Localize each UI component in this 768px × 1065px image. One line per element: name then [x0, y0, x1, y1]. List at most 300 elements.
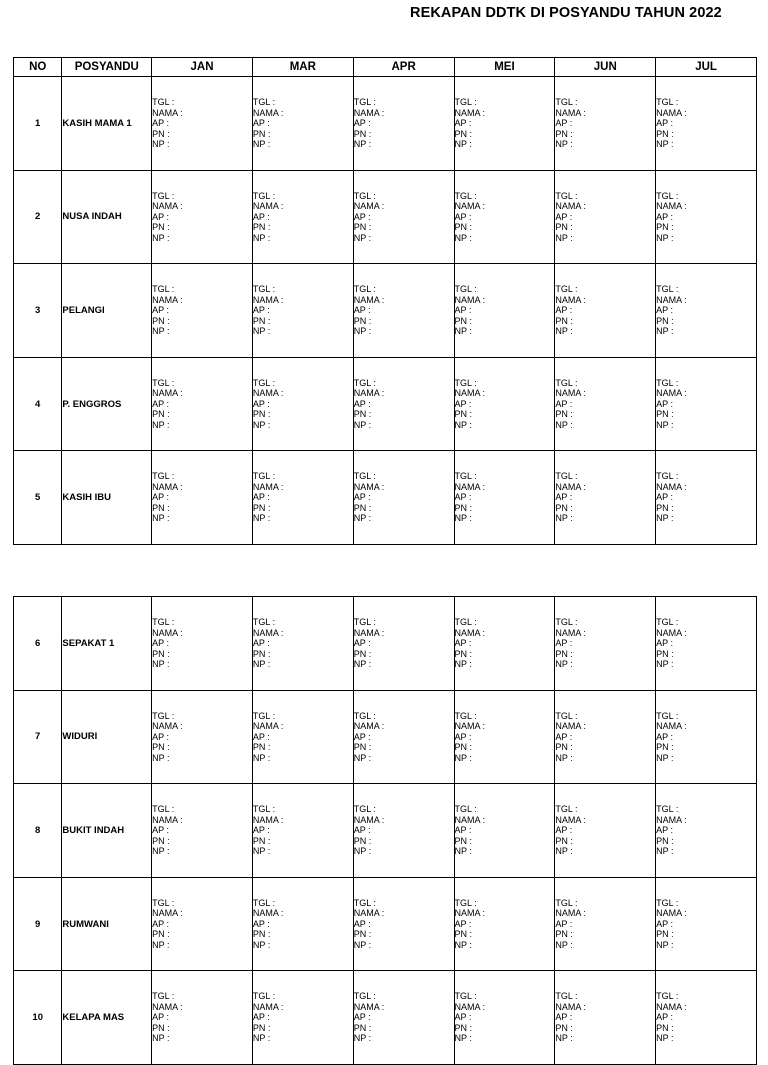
field-label: AP :	[555, 211, 573, 222]
month-cell-jun	[555, 357, 656, 451]
field-label: NP :	[555, 846, 573, 857]
field-label: PN :	[353, 835, 372, 846]
field-label: NP :	[152, 232, 170, 243]
month-cell-jun	[555, 877, 656, 971]
field-label: PN :	[252, 128, 271, 139]
field-label: PN :	[152, 648, 170, 659]
field-label: AP :	[152, 118, 169, 129]
field-label: PN :	[656, 222, 674, 233]
field-label: AP :	[353, 918, 371, 929]
month-cell-mar	[252, 357, 353, 451]
month-cell-jul	[656, 264, 757, 358]
field-label: PN :	[152, 835, 170, 846]
field-label: AP :	[454, 638, 472, 649]
field-label: AP :	[252, 305, 270, 316]
field-label: NP :	[454, 513, 472, 524]
field-label: NAMA :	[555, 1001, 586, 1012]
month-cell-mei	[454, 451, 555, 545]
field-label: PN :	[454, 409, 473, 420]
month-cell-jan	[152, 784, 253, 878]
field-label: NAMA :	[353, 201, 385, 212]
field-label: NAMA :	[656, 481, 687, 492]
field-label: NP :	[656, 326, 674, 337]
field-label: TGL :	[252, 804, 276, 815]
field-label: PN :	[454, 648, 473, 659]
field-label: NP :	[454, 419, 472, 430]
field-label: NAMA :	[656, 908, 687, 919]
field-label: AP :	[454, 305, 472, 316]
field-label: PN :	[353, 222, 372, 233]
field-label: AP :	[152, 918, 169, 929]
header-mei: MEI	[454, 58, 555, 77]
month-cell-jan	[152, 357, 253, 451]
field-label: NP :	[152, 939, 170, 950]
field-label: PN :	[656, 502, 674, 513]
recap-table-2	[13, 596, 757, 1065]
field-label: NAMA :	[454, 721, 486, 732]
field-label: AP :	[152, 825, 169, 836]
field-label: TGL :	[555, 897, 578, 908]
field-label: NP :	[656, 939, 674, 950]
field-label: NAMA :	[656, 1001, 687, 1012]
field-label: TGL :	[656, 804, 679, 815]
month-cell-jan	[152, 597, 253, 691]
field-label: TGL :	[152, 190, 175, 201]
month-cell-apr	[353, 690, 454, 784]
field-label: NAMA :	[152, 201, 183, 212]
field-label: NAMA :	[454, 388, 486, 399]
field-label: PN :	[656, 1022, 674, 1033]
field-label: NAMA :	[454, 294, 486, 305]
field-label: AP :	[656, 118, 674, 129]
field-label: NAMA :	[656, 294, 687, 305]
field-label: PN :	[252, 929, 271, 940]
header-jul: JUL	[656, 58, 757, 77]
field-label: TGL :	[656, 897, 679, 908]
field-label: NP :	[353, 846, 372, 857]
field-label: NP :	[555, 752, 573, 763]
field-label: AP :	[656, 825, 674, 836]
field-label: NP :	[454, 326, 472, 337]
field-label: AP :	[656, 211, 674, 222]
month-cell-jul	[656, 877, 757, 971]
field-label: NP :	[454, 939, 472, 950]
field-label: NP :	[152, 139, 170, 150]
posyandu-name: KASIH MAMA 1	[62, 77, 152, 171]
field-label: PN :	[252, 835, 271, 846]
table-row	[14, 77, 757, 171]
field-label: NAMA :	[555, 908, 586, 919]
field-label: PN :	[555, 835, 573, 846]
field-label: NAMA :	[252, 721, 284, 732]
month-cell-jun	[555, 971, 656, 1065]
field-label: NP :	[656, 846, 674, 857]
field-label: TGL :	[152, 97, 175, 108]
month-cell-apr	[353, 451, 454, 545]
header-posyandu: POSYANDU	[62, 58, 152, 77]
field-label: PN :	[353, 315, 372, 326]
field-label: TGL :	[656, 377, 679, 388]
field-label: NAMA :	[555, 481, 586, 492]
field-label: AP :	[152, 211, 169, 222]
field-label: NP :	[353, 939, 372, 950]
field-label: NAMA :	[656, 107, 687, 118]
field-label: NP :	[152, 1033, 170, 1044]
field-label: NP :	[252, 232, 271, 243]
field-label: NAMA :	[252, 107, 284, 118]
field-label: AP :	[555, 918, 573, 929]
field-label: AP :	[656, 731, 674, 742]
field-label: PN :	[152, 742, 170, 753]
row-number: 7	[14, 690, 62, 784]
row-number: 5	[14, 451, 62, 545]
row-number: 6	[14, 597, 62, 691]
month-cell-jul	[656, 77, 757, 171]
posyandu-name: SEPAKAT 1	[62, 597, 152, 691]
row-number: 9	[14, 877, 62, 971]
field-label: TGL :	[555, 710, 578, 721]
field-label: NAMA :	[353, 627, 385, 638]
field-label: AP :	[353, 731, 371, 742]
field-label: AP :	[152, 305, 169, 316]
header-jan: JAN	[152, 58, 253, 77]
field-label: NP :	[555, 419, 573, 430]
field-label: TGL :	[353, 617, 376, 628]
field-label: TGL :	[353, 377, 376, 388]
field-label: AP :	[353, 211, 371, 222]
month-cell-mei	[454, 357, 555, 451]
field-label: PN :	[454, 502, 473, 513]
field-label: NAMA :	[656, 388, 687, 399]
field-label: TGL :	[252, 190, 276, 201]
field-label: AP :	[252, 638, 270, 649]
field-label: PN :	[555, 1022, 573, 1033]
field-label: PN :	[656, 409, 674, 420]
month-cell-mar	[252, 784, 353, 878]
field-label: PN :	[656, 128, 674, 139]
field-label: TGL :	[454, 897, 477, 908]
month-cell-jun	[555, 597, 656, 691]
field-label: NP :	[656, 1033, 674, 1044]
page-title: REKAPAN DDTK DI POSYANDU TAHUN 2022	[410, 5, 722, 21]
field-label: AP :	[454, 118, 472, 129]
field-label: AP :	[152, 492, 169, 503]
month-cell-jun	[555, 170, 656, 264]
field-label: PN :	[353, 1022, 372, 1033]
month-cell-mei	[454, 170, 555, 264]
field-label: PN :	[252, 742, 271, 753]
field-label: AP :	[252, 492, 270, 503]
header-mar: MAR	[252, 58, 353, 77]
month-cell-mar	[252, 451, 353, 545]
field-label: NAMA :	[252, 481, 284, 492]
field-label: PN :	[353, 929, 372, 940]
month-cell-jan	[152, 77, 253, 171]
field-label: NP :	[152, 419, 170, 430]
field-label: AP :	[555, 825, 573, 836]
field-label: NAMA :	[152, 908, 183, 919]
field-label: AP :	[252, 731, 270, 742]
field-label: NP :	[353, 513, 372, 524]
field-label: AP :	[555, 398, 573, 409]
field-label: TGL :	[454, 284, 477, 295]
field-label: AP :	[555, 492, 573, 503]
field-label: NAMA :	[555, 627, 586, 638]
field-label: TGL :	[454, 617, 477, 628]
field-label: TGL :	[555, 617, 578, 628]
field-label: TGL :	[555, 471, 578, 482]
field-label: AP :	[252, 211, 270, 222]
field-label: NAMA :	[353, 294, 385, 305]
month-cell-mar	[252, 690, 353, 784]
row-number: 2	[14, 170, 62, 264]
field-label: TGL :	[252, 471, 276, 482]
field-label: PN :	[152, 222, 170, 233]
month-cell-jun	[555, 451, 656, 545]
table-row	[14, 264, 757, 358]
field-label: TGL :	[152, 377, 175, 388]
field-label: AP :	[454, 731, 472, 742]
header-apr: APR	[353, 58, 454, 77]
posyandu-name: RUMWANI	[62, 877, 152, 971]
header-jun: JUN	[555, 58, 656, 77]
field-label: NAMA :	[152, 1001, 183, 1012]
field-label: NP :	[353, 419, 372, 430]
field-label: PN :	[252, 1022, 271, 1033]
month-cell-jul	[656, 971, 757, 1065]
field-label: NP :	[353, 659, 372, 670]
month-cell-jan	[152, 264, 253, 358]
month-cell-mei	[454, 877, 555, 971]
month-cell-apr	[353, 597, 454, 691]
field-label: NAMA :	[656, 627, 687, 638]
field-label: TGL :	[252, 284, 276, 295]
field-label: AP :	[252, 825, 270, 836]
field-label: PN :	[252, 409, 271, 420]
field-label: PN :	[555, 315, 573, 326]
field-label: NP :	[252, 1033, 271, 1044]
field-label: TGL :	[353, 991, 376, 1002]
field-label: PN :	[252, 648, 271, 659]
field-label: NAMA :	[252, 388, 284, 399]
field-label: NP :	[555, 139, 573, 150]
field-label: AP :	[656, 305, 674, 316]
field-label: NAMA :	[252, 814, 284, 825]
field-label: AP :	[555, 638, 573, 649]
field-label: PN :	[656, 742, 674, 753]
page-edge	[757, 0, 768, 1024]
field-label: NAMA :	[656, 814, 687, 825]
field-label: TGL :	[454, 377, 477, 388]
month-cell-mar	[252, 264, 353, 358]
month-cell-mar	[252, 877, 353, 971]
field-label: TGL :	[353, 710, 376, 721]
field-label: NP :	[555, 232, 573, 243]
field-label: PN :	[152, 929, 170, 940]
field-label: TGL :	[555, 190, 578, 201]
month-cell-jun	[555, 690, 656, 784]
field-label: NAMA :	[656, 721, 687, 732]
field-label: PN :	[152, 502, 170, 513]
recap-table-1	[13, 57, 757, 545]
field-label: NP :	[353, 752, 372, 763]
field-label: NP :	[555, 513, 573, 524]
field-label: NAMA :	[353, 1001, 385, 1012]
month-cell-apr	[353, 357, 454, 451]
field-label: NP :	[656, 139, 674, 150]
month-cell-mei	[454, 971, 555, 1065]
field-label: NP :	[656, 513, 674, 524]
field-label: NP :	[252, 659, 271, 670]
field-label: NP :	[152, 752, 170, 763]
table-row	[14, 971, 757, 1065]
field-label: AP :	[656, 1012, 674, 1023]
table-row	[14, 451, 757, 545]
field-label: TGL :	[656, 991, 679, 1002]
field-label: NP :	[353, 1033, 372, 1044]
field-label: PN :	[454, 929, 473, 940]
field-label: NAMA :	[555, 294, 586, 305]
field-label: PN :	[152, 1022, 170, 1033]
field-label: TGL :	[152, 284, 175, 295]
field-label: TGL :	[252, 617, 276, 628]
field-label: NAMA :	[454, 107, 486, 118]
field-label: AP :	[454, 398, 472, 409]
month-cell-jul	[656, 170, 757, 264]
field-label: NP :	[454, 752, 472, 763]
month-cell-mar	[252, 597, 353, 691]
field-label: PN :	[454, 315, 473, 326]
field-label: PN :	[353, 409, 372, 420]
month-cell-jul	[656, 784, 757, 878]
field-label: NAMA :	[152, 107, 183, 118]
field-label: NP :	[454, 846, 472, 857]
field-label: AP :	[454, 211, 472, 222]
field-label: NP :	[454, 1033, 472, 1044]
month-cell-mar	[252, 77, 353, 171]
field-label: AP :	[252, 918, 270, 929]
row-number: 3	[14, 264, 62, 358]
field-label: NAMA :	[353, 908, 385, 919]
field-label: NP :	[252, 846, 271, 857]
field-label: PN :	[252, 315, 271, 326]
field-label: NP :	[252, 326, 271, 337]
field-label: PN :	[555, 409, 573, 420]
row-number: 8	[14, 784, 62, 878]
field-label: NP :	[152, 659, 170, 670]
field-label: TGL :	[353, 471, 376, 482]
field-label: TGL :	[353, 190, 376, 201]
field-label: NAMA :	[252, 1001, 284, 1012]
field-label: TGL :	[152, 804, 175, 815]
field-label: TGL :	[353, 804, 376, 815]
field-label: TGL :	[353, 284, 376, 295]
field-label: AP :	[152, 638, 169, 649]
field-label: NP :	[353, 326, 372, 337]
field-label: NAMA :	[152, 481, 183, 492]
field-label: AP :	[353, 825, 371, 836]
field-label: NP :	[656, 232, 674, 243]
field-label: NAMA :	[454, 1001, 486, 1012]
field-label: TGL :	[656, 617, 679, 628]
field-label: NP :	[252, 419, 271, 430]
field-label: AP :	[454, 918, 472, 929]
field-label: NP :	[152, 846, 170, 857]
field-label: PN :	[656, 648, 674, 659]
field-label: TGL :	[555, 97, 578, 108]
field-label: PN :	[454, 128, 473, 139]
field-label: PN :	[252, 222, 271, 233]
table-row	[14, 877, 757, 971]
month-cell-jul	[656, 597, 757, 691]
field-label: PN :	[555, 648, 573, 659]
field-label: NAMA :	[454, 481, 486, 492]
field-label: NAMA :	[555, 107, 586, 118]
month-cell-apr	[353, 877, 454, 971]
field-label: NAMA :	[555, 721, 586, 732]
table-row	[14, 597, 757, 691]
field-label: AP :	[252, 118, 270, 129]
field-label: NAMA :	[454, 627, 486, 638]
row-number: 1	[14, 77, 62, 171]
field-label: NAMA :	[252, 627, 284, 638]
month-cell-mei	[454, 690, 555, 784]
field-label: NP :	[252, 752, 271, 763]
field-label: TGL :	[252, 97, 276, 108]
field-label: TGL :	[252, 377, 276, 388]
field-label: AP :	[555, 731, 573, 742]
field-label: PN :	[454, 1022, 473, 1033]
header-no: NO	[14, 58, 62, 77]
month-cell-mei	[454, 264, 555, 358]
field-label: AP :	[656, 918, 674, 929]
field-label: TGL :	[555, 284, 578, 295]
field-label: TGL :	[656, 284, 679, 295]
field-label: NP :	[555, 1033, 573, 1044]
field-label: TGL :	[454, 190, 477, 201]
table-row	[14, 170, 757, 264]
month-cell-mar	[252, 170, 353, 264]
month-cell-mei	[454, 77, 555, 171]
field-label: NAMA :	[454, 201, 486, 212]
field-label: PN :	[555, 929, 573, 940]
posyandu-name: NUSA INDAH	[62, 170, 152, 264]
month-cell-jul	[656, 357, 757, 451]
month-cell-jun	[555, 784, 656, 878]
field-label: NAMA :	[555, 388, 586, 399]
field-label: PN :	[454, 835, 473, 846]
field-label: PN :	[353, 742, 372, 753]
month-cell-apr	[353, 971, 454, 1065]
field-label: PN :	[656, 315, 674, 326]
field-label: NP :	[353, 232, 372, 243]
posyandu-name: BUKIT INDAH	[62, 784, 152, 878]
field-label: TGL :	[555, 377, 578, 388]
field-label: PN :	[555, 222, 573, 233]
field-label: AP :	[353, 305, 371, 316]
field-label: AP :	[252, 398, 270, 409]
field-label: NAMA :	[353, 107, 385, 118]
field-label: NAMA :	[152, 388, 183, 399]
table-row	[14, 690, 757, 784]
field-label: PN :	[252, 502, 271, 513]
field-label: AP :	[152, 731, 169, 742]
field-label: AP :	[152, 1012, 169, 1023]
field-label: AP :	[353, 1012, 371, 1023]
field-label: NAMA :	[152, 814, 183, 825]
field-label: TGL :	[454, 991, 477, 1002]
field-label: AP :	[454, 825, 472, 836]
